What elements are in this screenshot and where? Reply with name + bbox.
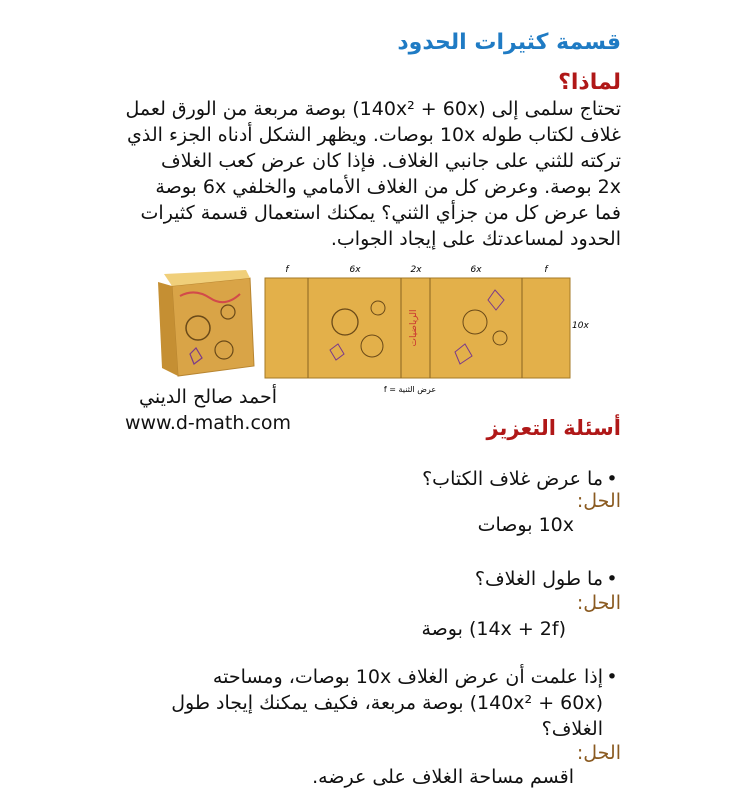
review-heading: أسئلة التعزيز bbox=[486, 416, 621, 440]
page-title: قسمة كثيرات الحدود bbox=[397, 30, 621, 55]
cover-title: الرياضيات bbox=[409, 309, 419, 347]
intro-line: غلاف لكتاب طوله 10x بوصات. ويظهر الشكل أدناه الجزء الذي bbox=[127, 124, 621, 146]
intro-line: فما عرض كل من جزأي الثني؟ يمكنك استعمال قسمة كثيرات bbox=[140, 202, 621, 224]
why-heading: لماذا؟ bbox=[558, 70, 621, 95]
answer-1: 10x بوصات bbox=[477, 514, 574, 536]
solution-label-2: الحل: bbox=[576, 592, 621, 614]
answer-2: (14x + 2f) بوصة bbox=[421, 618, 566, 640]
label-front: 6x bbox=[349, 265, 361, 275]
bullet-icon: • bbox=[606, 468, 618, 490]
intro-line: 2x بوصة. وعرض كل من الغلاف الأمامي والخلفي 6x بوصة bbox=[155, 176, 621, 198]
answer-3: اقسم مساحة الغلاف على عرضه. bbox=[312, 766, 574, 788]
label-f-right: f bbox=[544, 265, 548, 275]
intro-paragraph bbox=[101, 96, 621, 252]
question-2: •ما طول الغلاف؟ bbox=[151, 566, 621, 592]
solution-label-3: الحل: bbox=[576, 742, 621, 764]
intro-line: الحدود لمساعدتك على إيجاد الجواب. bbox=[330, 228, 621, 250]
question-1: •ما عرض غلاف الكتاب؟ bbox=[151, 466, 621, 492]
label-height: 10x bbox=[572, 321, 589, 331]
book-photo bbox=[150, 268, 260, 380]
bullet-icon: • bbox=[606, 666, 618, 688]
label-spine: 2x bbox=[410, 265, 422, 275]
solution-label-1: الحل: bbox=[576, 490, 621, 512]
label-back: 6x bbox=[470, 265, 482, 275]
intro-line: تحتاج سلمى إلى (140x² + 60x) بوصة مربعة من الورق لعمل bbox=[125, 98, 621, 120]
cover-diagram bbox=[260, 260, 590, 400]
intro-line: تركته للثني على جانبي الغلاف. فإذا كان عرض كعب الغلاف bbox=[161, 150, 621, 172]
label-f-left: f bbox=[285, 265, 289, 275]
author-site[interactable]: www.d-math.com bbox=[124, 412, 292, 434]
figure-caption: f = عرض الثنية bbox=[383, 385, 437, 394]
bullet-icon: • bbox=[606, 568, 618, 590]
question-3: •إذا علمت أن عرض الغلاف 10x بوصات، ومساحته (140x² + 60x) بوصة مربعة، فكيف يمكنك إيجاد طول الغلاف؟ bbox=[151, 664, 621, 742]
author-name: أحمد صالح الديني bbox=[139, 386, 277, 408]
author-block bbox=[118, 384, 298, 436]
